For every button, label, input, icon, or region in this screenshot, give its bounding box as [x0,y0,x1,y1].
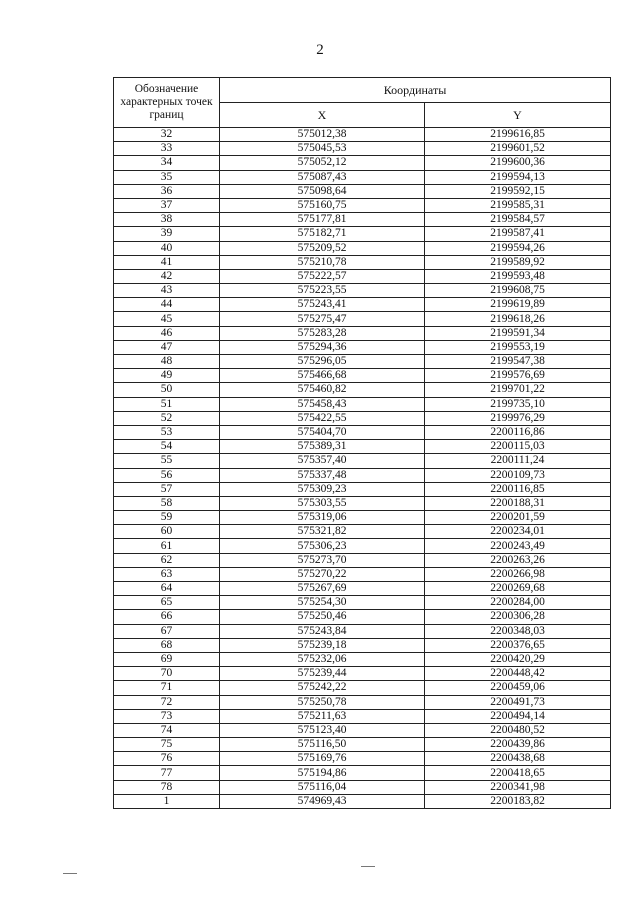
y-cell: 2200284,00 [425,596,611,610]
table-row [114,142,611,156]
point-cell: 51 [114,397,220,411]
x-cell: 575222,57 [220,269,425,283]
table-row [114,128,611,142]
x-cell: 574969,43 [220,794,425,808]
x-cell: 575232,06 [220,652,425,666]
table-row [114,567,611,581]
table-row [114,355,611,369]
point-cell: 73 [114,709,220,723]
table-row [114,667,611,681]
table-row [114,184,611,198]
y-cell: 2200341,98 [425,780,611,794]
table-row [114,511,611,525]
coordinates-table [113,77,611,809]
y-cell: 2200201,59 [425,511,611,525]
table-row [114,213,611,227]
table-row [114,496,611,510]
point-cell: 43 [114,284,220,298]
point-cell: 53 [114,425,220,439]
point-cell: 44 [114,298,220,312]
y-cell: 2200491,73 [425,695,611,709]
table-row [114,468,611,482]
y-cell: 2199589,92 [425,255,611,269]
point-cell: 45 [114,312,220,326]
point-cell: 33 [114,142,220,156]
table-row [114,241,611,255]
point-cell: 1 [114,794,220,808]
x-cell: 575294,36 [220,340,425,354]
x-cell: 575283,28 [220,326,425,340]
coordinates-header: Координаты [220,78,611,103]
y-cell: 2199587,41 [425,227,611,241]
point-cell: 71 [114,681,220,695]
point-cell: 34 [114,156,220,170]
x-cell: 575357,40 [220,454,425,468]
table-row [114,156,611,170]
y-cell: 2199594,13 [425,170,611,184]
table-row [114,681,611,695]
x-cell: 575254,30 [220,596,425,610]
y-cell: 2199976,29 [425,411,611,425]
y-cell: 2199576,69 [425,369,611,383]
x-cell: 575160,75 [220,198,425,212]
table-row [114,780,611,794]
x-cell: 575123,40 [220,723,425,737]
table-row [114,170,611,184]
x-cell: 575303,55 [220,496,425,510]
y-cell: 2199592,15 [425,184,611,198]
y-cell: 2199591,34 [425,326,611,340]
x-cell: 575250,46 [220,610,425,624]
point-cell: 42 [114,269,220,283]
point-cell: 74 [114,723,220,737]
y-cell: 2200448,42 [425,667,611,681]
table-row [114,369,611,383]
y-cell: 2200111,24 [425,454,611,468]
point-designation-header: Обозначение характерных точек границ [114,78,220,128]
y-cell: 2200234,01 [425,525,611,539]
x-cell: 575306,23 [220,539,425,553]
x-cell: 575194,86 [220,766,425,780]
table-row [114,638,611,652]
point-cell: 54 [114,440,220,454]
table-row [114,340,611,354]
point-cell: 61 [114,539,220,553]
table-row [114,738,611,752]
table-row [114,766,611,780]
y-cell: 2199616,85 [425,128,611,142]
table-row [114,326,611,340]
x-cell: 575309,23 [220,482,425,496]
y-cell: 2200439,86 [425,738,611,752]
y-cell: 2199547,38 [425,355,611,369]
y-cell: 2200263,26 [425,553,611,567]
point-cell: 78 [114,780,220,794]
point-cell: 49 [114,369,220,383]
x-cell: 575098,64 [220,184,425,198]
point-cell: 66 [114,610,220,624]
x-cell: 575389,31 [220,440,425,454]
y-cell: 2200494,14 [425,709,611,723]
table-row [114,709,611,723]
table-row [114,255,611,269]
x-cell: 575211,63 [220,709,425,723]
y-cell: 2200438,68 [425,752,611,766]
x-cell: 575243,41 [220,298,425,312]
y-cell: 2200418,65 [425,766,611,780]
table-row [114,624,611,638]
table-row [114,298,611,312]
x-cell: 575242,22 [220,681,425,695]
scan-speck [63,873,77,874]
point-cell: 57 [114,482,220,496]
x-cell: 575296,05 [220,355,425,369]
y-cell: 2200376,65 [425,638,611,652]
table-row [114,312,611,326]
point-cell: 52 [114,411,220,425]
point-cell: 38 [114,213,220,227]
y-header: Y [425,103,611,128]
x-cell: 575223,55 [220,284,425,298]
table-row [114,440,611,454]
table-row [114,525,611,539]
y-cell: 2200348,03 [425,624,611,638]
point-cell: 62 [114,553,220,567]
y-cell: 2199701,22 [425,383,611,397]
table-row [114,652,611,666]
y-cell: 2200266,98 [425,567,611,581]
x-cell: 575210,78 [220,255,425,269]
y-cell: 2200243,49 [425,539,611,553]
x-cell: 575177,81 [220,213,425,227]
point-cell: 75 [114,738,220,752]
point-cell: 72 [114,695,220,709]
point-cell: 70 [114,667,220,681]
y-cell: 2200183,82 [425,794,611,808]
x-cell: 575182,71 [220,227,425,241]
point-cell: 65 [114,596,220,610]
table-row [114,610,611,624]
y-cell: 2199553,19 [425,340,611,354]
table-row [114,397,611,411]
y-cell: 2199601,52 [425,142,611,156]
y-cell: 2200188,31 [425,496,611,510]
x-cell: 575239,44 [220,667,425,681]
table-row [114,198,611,212]
x-cell: 575045,53 [220,142,425,156]
point-cell: 58 [114,496,220,510]
x-cell: 575458,43 [220,397,425,411]
table-row [114,284,611,298]
y-cell: 2200306,28 [425,610,611,624]
y-cell: 2200116,86 [425,425,611,439]
page-number: 2 [316,42,324,58]
point-cell: 48 [114,355,220,369]
table-row [114,695,611,709]
y-cell: 2199608,75 [425,284,611,298]
y-cell: 2200109,73 [425,468,611,482]
x-cell: 575273,70 [220,553,425,567]
point-cell: 76 [114,752,220,766]
table-row [114,539,611,553]
point-cell: 60 [114,525,220,539]
table-row [114,794,611,808]
x-cell: 575087,43 [220,170,425,184]
x-cell: 575250,78 [220,695,425,709]
x-cell: 575267,69 [220,582,425,596]
table-row [114,553,611,567]
y-cell: 2200269,68 [425,582,611,596]
point-cell: 39 [114,227,220,241]
point-cell: 41 [114,255,220,269]
point-cell: 68 [114,638,220,652]
y-cell: 2199593,48 [425,269,611,283]
table-row [114,269,611,283]
x-cell: 575116,04 [220,780,425,794]
point-cell: 32 [114,128,220,142]
x-cell: 575321,82 [220,525,425,539]
x-cell: 575052,12 [220,156,425,170]
y-cell: 2199735,10 [425,397,611,411]
x-cell: 575243,84 [220,624,425,638]
point-cell: 46 [114,326,220,340]
table-row [114,227,611,241]
table-row [114,582,611,596]
y-cell: 2200459,06 [425,681,611,695]
x-cell: 575337,48 [220,468,425,482]
point-cell: 63 [114,567,220,581]
y-cell: 2199600,36 [425,156,611,170]
point-cell: 40 [114,241,220,255]
x-cell: 575209,52 [220,241,425,255]
coordinates-rows [114,128,611,809]
x-cell: 575116,50 [220,738,425,752]
point-cell: 56 [114,468,220,482]
y-cell: 2199594,26 [425,241,611,255]
point-cell: 67 [114,624,220,638]
y-cell: 2200420,29 [425,652,611,666]
x-cell: 575466,68 [220,369,425,383]
x-cell: 575169,76 [220,752,425,766]
point-cell: 64 [114,582,220,596]
point-cell: 50 [114,383,220,397]
y-cell: 2200116,85 [425,482,611,496]
y-cell: 2199618,26 [425,312,611,326]
x-cell: 575404,70 [220,425,425,439]
scan-speck [361,866,375,867]
point-cell: 55 [114,454,220,468]
table-row [114,383,611,397]
table-row [114,752,611,766]
point-cell: 59 [114,511,220,525]
table-row [114,454,611,468]
y-cell: 2199584,57 [425,213,611,227]
x-cell: 575270,22 [220,567,425,581]
y-cell: 2200115,03 [425,440,611,454]
table-row [114,596,611,610]
point-cell: 35 [114,170,220,184]
point-cell: 36 [114,184,220,198]
table-row [114,425,611,439]
point-cell: 47 [114,340,220,354]
x-cell: 575460,82 [220,383,425,397]
x-cell: 575422,55 [220,411,425,425]
y-cell: 2199585,31 [425,198,611,212]
x-cell: 575319,06 [220,511,425,525]
point-cell: 77 [114,766,220,780]
x-cell: 575239,18 [220,638,425,652]
table-row [114,482,611,496]
table-row [114,411,611,425]
y-cell: 2199619,89 [425,298,611,312]
x-cell: 575275,47 [220,312,425,326]
point-cell: 37 [114,198,220,212]
point-cell: 69 [114,652,220,666]
x-cell: 575012,38 [220,128,425,142]
y-cell: 2200480,52 [425,723,611,737]
x-header: X [220,103,425,128]
table-row [114,723,611,737]
